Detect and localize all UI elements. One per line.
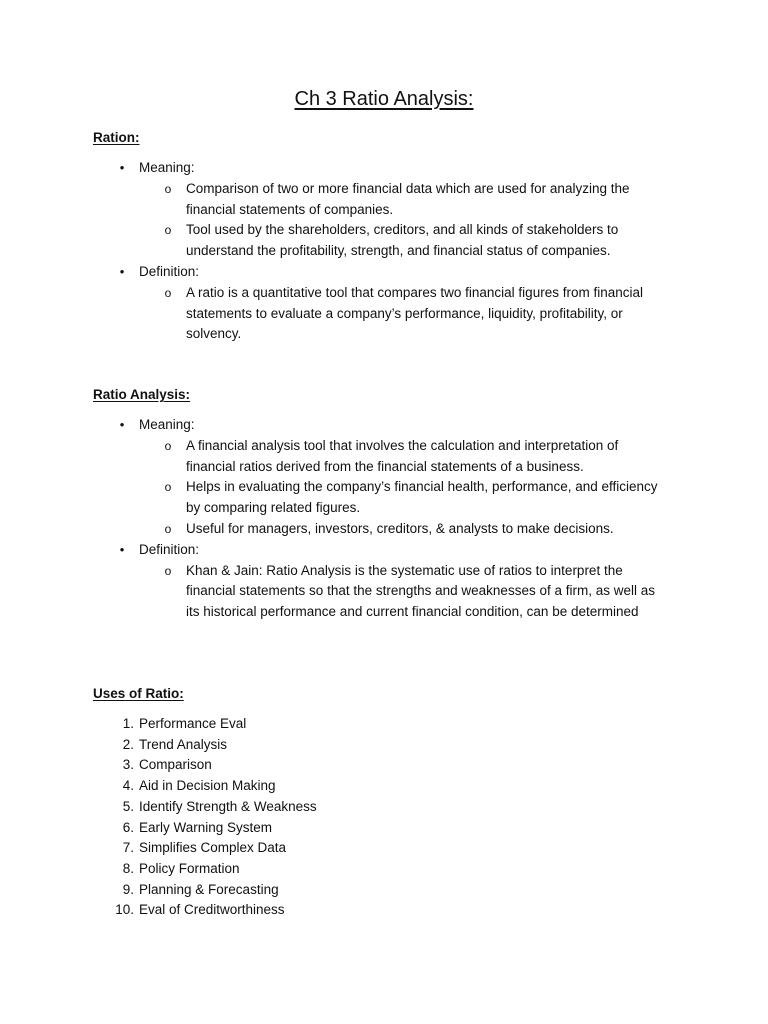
- section-heading-ratio-analysis: Ratio Analysis:: [93, 387, 191, 402]
- list-item: 3. Comparison: [122, 757, 212, 773]
- list-item: • Definition:: [0, 262, 768, 283]
- list-item: 4. Aid in Decision Making: [122, 778, 276, 794]
- list-item: 2. Trend Analysis: [122, 736, 228, 752]
- uses-numbered-list: [0, 714, 768, 921]
- list-item: • Definition:: [0, 540, 768, 561]
- sub-bullet-icon: o: [164, 480, 172, 495]
- section-heading-ration: Ration:: [93, 130, 140, 145]
- list-item: o Khan & Jain: Ratio Analysis is the systematic use of ratios to interpret the financial statements so that the strengths and weaknesses of a firm, as well as its historical performance and current financial condition, can be determined: [0, 561, 768, 623]
- list-item: 10. Eval of Creditworthiness: [115, 902, 285, 918]
- page-title: Ch 3 Ratio Analysis:: [294, 88, 474, 110]
- list-item: • Meaning:: [0, 158, 768, 179]
- bullet-icon: •: [119, 160, 125, 175]
- ration-list: [0, 158, 768, 345]
- ratio-analysis-list: [0, 415, 768, 623]
- sub-bullet-icon: o: [164, 181, 172, 196]
- bullet-icon: •: [119, 541, 125, 557]
- list-item: o Helps in evaluating the company’s financial health, performance, and efficiency by comparing related figures.: [0, 477, 768, 519]
- list-item: 5. Identify Strength & Weakness: [122, 798, 317, 814]
- section-heading-uses-of-ratio: Uses of Ratio:: [93, 686, 184, 701]
- sub-bullet-icon: o: [164, 223, 172, 238]
- list-item: 6. Early Warning System: [122, 819, 273, 835]
- bullet-icon: •: [119, 263, 125, 279]
- bullet-icon: •: [119, 417, 125, 432]
- list-item: 7. Simplifies Complex Data: [122, 840, 287, 856]
- list-item: 1. Performance Eval: [122, 716, 247, 731]
- list-item: • Meaning:: [0, 415, 768, 436]
- list-item: o Useful for managers, investors, creditors, & analysts to make decisions.: [0, 519, 768, 540]
- sub-bullet-icon: o: [164, 563, 172, 578]
- list-item: 8. Policy Formation: [122, 860, 240, 876]
- list-item: o A ratio is a quantitative tool that compares two financial figures from financial statements to evaluate a company’s performance, liquidity, profitability, or solvency.: [0, 283, 768, 345]
- list-item: o Comparison of two or more financial data which are used for analyzing the financial statements of companies.: [0, 179, 768, 221]
- list-item: o A financial analysis tool that involves the calculation and interpretation of financial ratios derived from the financial statements of a business.: [0, 436, 768, 478]
- list-item: 9. Planning & Forecasting: [122, 881, 279, 897]
- list-item: o Tool used by the shareholders, creditors, and all kinds of stakeholders to understand the profitability, strength, and financial status of companies.: [0, 220, 768, 262]
- sub-bullet-icon: o: [164, 438, 172, 453]
- sub-bullet-icon: o: [164, 285, 172, 300]
- sub-bullet-icon: o: [164, 521, 172, 536]
